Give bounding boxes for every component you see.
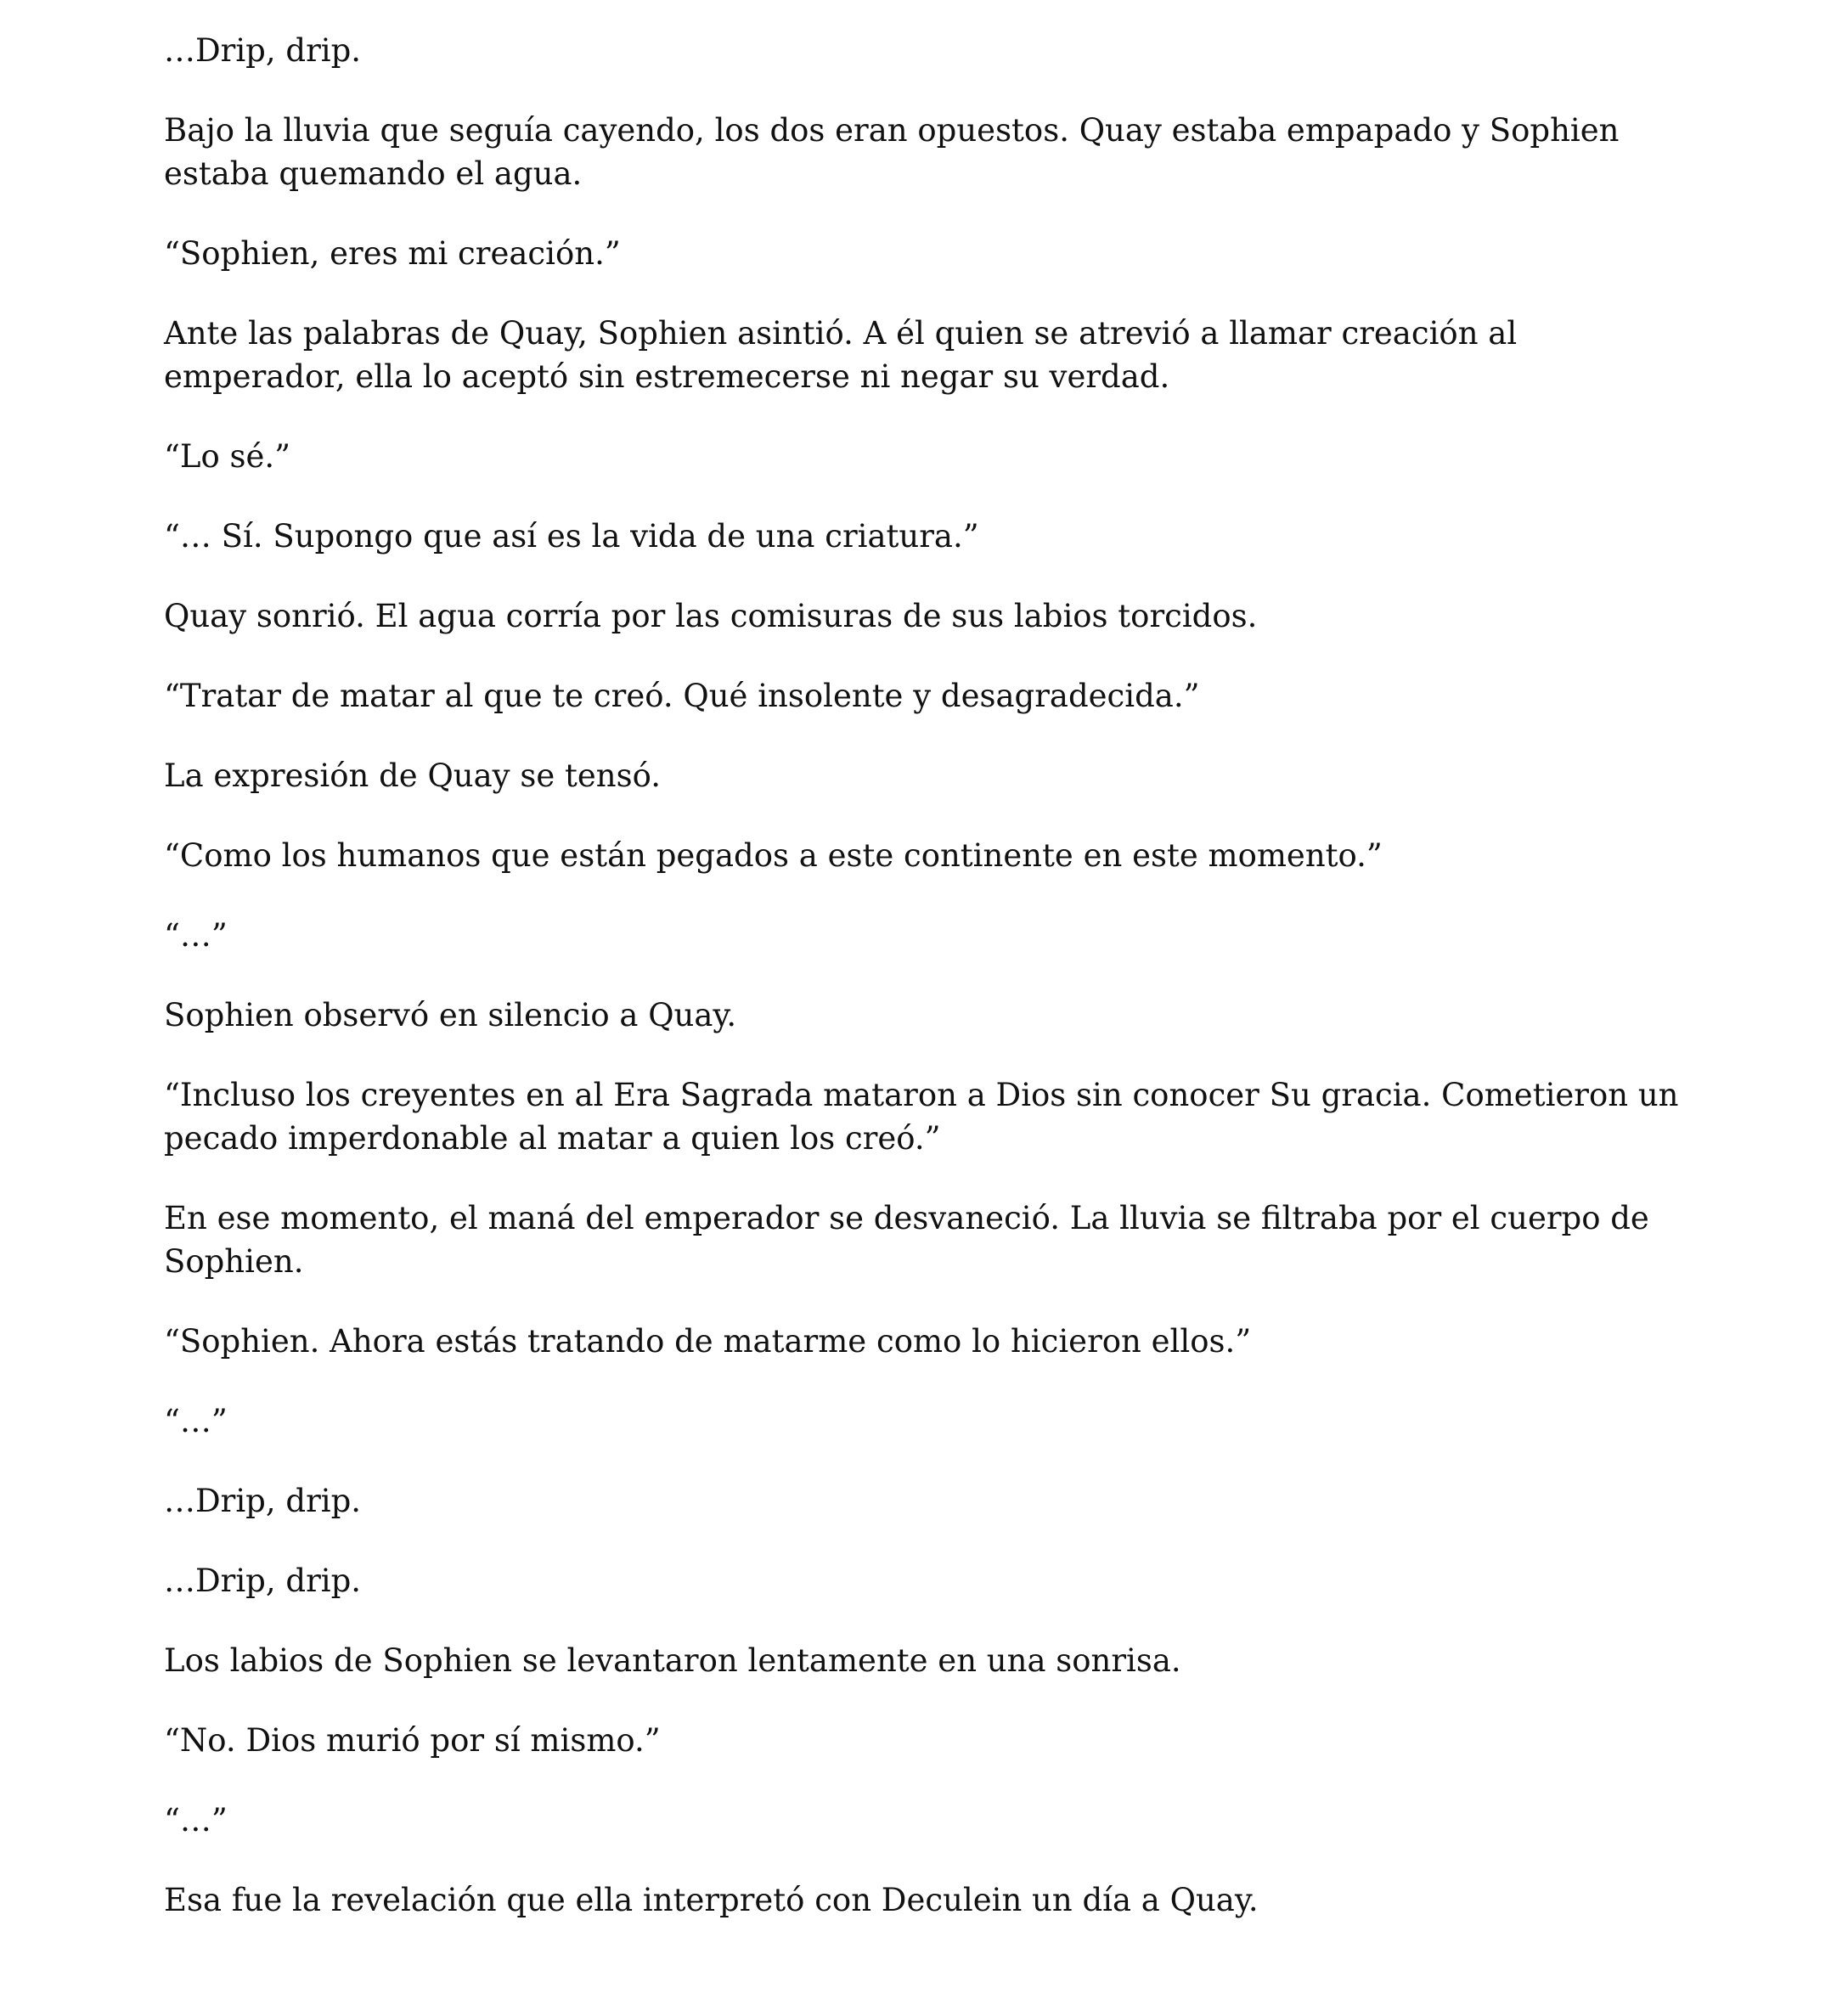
paragraph-drip-3: …Drip, drip. [164,1563,362,1599]
paragraph-dialogue-criatura: “… Sí. Supongo que así es la vida de una criatura.” [164,518,979,555]
paragraph-dialogue-era-sagrada: “Incluso los creyentes en al Era Sagrada mataron a Dios sin conocer Su gracia. Cometieron un pecado imperdonable al matar a quien los creó.” [164,1077,1679,1157]
paragraph-drip-2: …Drip, drip. [164,1483,362,1519]
paragraph-rain-opposites: Bajo la lluvia que seguía cayendo, los dos eran opuestos. Quay estaba empapado y Sophien estaba quemando el agua. [164,112,1620,192]
paragraph-revelation: Esa fue la revelación que ella interpretó con Deculein un día a Quay. [164,1882,1259,1918]
paragraph-quay-smiles: Quay sonrió. El agua corría por las comisuras de sus labios torcidos. [164,598,1258,634]
paragraph-ellipsis-3: “…” [164,1802,228,1839]
paragraph-dialogue-humanos: “Como los humanos que están pegados a este continente en este momento.” [164,837,1383,874]
paragraph-sophien-nods: Ante las palabras de Quay, Sophien asintió. A él quien se atrevió a llamar creación al emperador, ella lo aceptó sin estremecerse ni negar su verdad. [164,315,1518,395]
paragraph-sophien-observes: Sophien observó en silencio a Quay. [164,997,737,1033]
paragraph-dialogue-creation: “Sophien, eres mi creación.” [164,235,621,272]
paragraph-sophien-smile: Los labios de Sophien se levantaron lentamente en una sonrisa. [164,1642,1181,1679]
paragraph-dialogue-dios-murio: “No. Dios murió por sí mismo.” [164,1722,661,1759]
paragraph-quay-tenses: La expresión de Quay se tensó. [164,757,661,794]
paragraph-dialogue-lo-se: “Lo sé.” [164,438,291,475]
paragraph-mana-vanishes: En ese momento, el maná del emperador se desvaneció. La lluvia se filtraba por el cuerpo de Sophien. [164,1200,1649,1280]
paragraph-dialogue-insolente: “Tratar de matar al que te creó. Qué insolente y desagradecida.” [164,678,1200,714]
document-body [164,29,1693,1958]
paragraph-ellipsis-2: “…” [164,1403,228,1439]
paragraph-dialogue-matarme: “Sophien. Ahora estás tratando de matarme como lo hicieron ellos.” [164,1323,1252,1360]
paragraph-ellipsis-1: “…” [164,917,228,954]
paragraph-drip-1: …Drip, drip. [164,32,362,69]
